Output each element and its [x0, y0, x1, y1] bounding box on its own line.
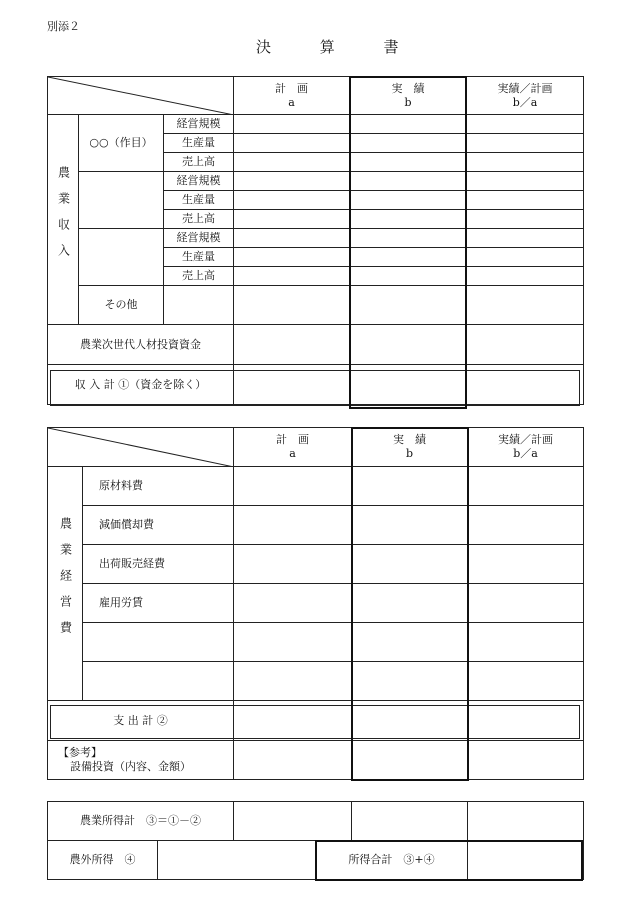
- cell-ratio[interactable]: [467, 191, 584, 210]
- row-label: 生産量: [164, 248, 234, 267]
- col-actual-header: 実 績 b: [352, 428, 468, 467]
- reference-cell: [48, 741, 234, 780]
- col-plan-header: 計 画 a: [234, 428, 352, 467]
- cell-ratio[interactable]: [468, 545, 584, 584]
- expense-item-blank[interactable]: [83, 623, 234, 662]
- expense-item-label: 出荷販売経費: [83, 545, 234, 584]
- diagonal-header-cell: [48, 428, 234, 467]
- row-label: 経営規模: [164, 229, 234, 248]
- diagonal-line: [48, 428, 234, 467]
- crop-label-blank[interactable]: [79, 172, 164, 229]
- page-title: 決 算 書: [256, 38, 421, 56]
- cell-actual[interactable]: [350, 153, 467, 172]
- cell-plan[interactable]: [234, 802, 352, 841]
- row-label: 売上高: [164, 153, 234, 172]
- reference-title: 【参考】: [58, 746, 102, 760]
- cell-plan[interactable]: [234, 248, 350, 267]
- cell-actual[interactable]: [350, 191, 467, 210]
- cell-ratio[interactable]: [467, 153, 584, 172]
- cell-ratio[interactable]: [467, 325, 584, 365]
- cell-ratio[interactable]: [467, 248, 584, 267]
- crop-label: ○○（作目）: [79, 115, 164, 172]
- cell-actual[interactable]: [350, 229, 467, 248]
- crop-label-blank[interactable]: [79, 229, 164, 286]
- cell-actual[interactable]: [350, 365, 467, 405]
- cell-ratio[interactable]: [467, 267, 584, 286]
- cell-ratio[interactable]: [468, 802, 584, 841]
- cell-plan[interactable]: [234, 210, 350, 229]
- cell-actual[interactable]: [352, 802, 468, 841]
- vertical-label-farm-expense: 農業経営費: [48, 467, 83, 701]
- row-label: 経営規模: [164, 172, 234, 191]
- cell-plan[interactable]: [234, 172, 350, 191]
- other-blank[interactable]: [164, 286, 234, 325]
- cell-plan[interactable]: [234, 506, 352, 545]
- cell-plan[interactable]: [234, 701, 352, 741]
- row-label: 生産量: [164, 134, 234, 153]
- cell-ratio[interactable]: [468, 584, 584, 623]
- cell-actual[interactable]: [352, 467, 468, 506]
- cell-ratio[interactable]: [468, 741, 584, 780]
- summary-table: [47, 801, 584, 880]
- cell-ratio[interactable]: [467, 172, 584, 191]
- cell-plan[interactable]: [234, 286, 350, 325]
- cell-actual[interactable]: [350, 172, 467, 191]
- cell-ratio[interactable]: [467, 134, 584, 153]
- row-label: 売上高: [164, 267, 234, 286]
- income-total-label: 収 入 計 ①（資金を除く）: [48, 365, 234, 405]
- cell-plan[interactable]: [234, 545, 352, 584]
- income-table: [47, 76, 584, 405]
- nonfarm-income-value[interactable]: [158, 841, 316, 880]
- row-label: 経営規模: [164, 115, 234, 134]
- other-label: その他: [79, 286, 164, 325]
- cell-actual[interactable]: [352, 584, 468, 623]
- cell-plan[interactable]: [234, 229, 350, 248]
- nonfarm-income-label: 農外所得 ④: [48, 841, 158, 880]
- cell-plan[interactable]: [234, 153, 350, 172]
- cell-ratio[interactable]: [467, 229, 584, 248]
- cell-actual[interactable]: [350, 210, 467, 229]
- cell-ratio[interactable]: [467, 365, 584, 405]
- fund-label: 農業次世代人材投資資金: [48, 325, 234, 365]
- cell-ratio[interactable]: [468, 701, 584, 741]
- cell-plan[interactable]: [234, 267, 350, 286]
- cell-actual[interactable]: [350, 134, 467, 153]
- cell-actual[interactable]: [352, 506, 468, 545]
- cell-plan[interactable]: [234, 365, 350, 405]
- reference-label: 設備投資（内容、金額）: [70, 760, 191, 773]
- cell-plan[interactable]: [234, 662, 352, 701]
- col-ratio-header: 実績／計画 b／a: [468, 428, 584, 467]
- total-income-label: 所得合計 ③+④: [316, 841, 468, 880]
- cell-actual[interactable]: [352, 662, 468, 701]
- cell-actual[interactable]: [352, 701, 468, 741]
- col-plan-header: 計 画 a: [234, 77, 350, 115]
- cell-actual[interactable]: [350, 248, 467, 267]
- expense-item-label: 原材料費: [83, 467, 234, 506]
- attachment-label: 別添２: [47, 20, 80, 33]
- cell-ratio[interactable]: [467, 115, 584, 134]
- cell-ratio[interactable]: [468, 623, 584, 662]
- cell-actual[interactable]: [352, 545, 468, 584]
- cell-plan[interactable]: [234, 325, 350, 365]
- cell-plan[interactable]: [234, 115, 350, 134]
- cell-actual[interactable]: [350, 286, 467, 325]
- expense-total-label: 支 出 計 ②: [48, 701, 234, 741]
- cell-ratio[interactable]: [468, 467, 584, 506]
- cell-actual[interactable]: [350, 267, 467, 286]
- cell-plan[interactable]: [234, 623, 352, 662]
- col-actual-header: 実 績 b: [350, 77, 467, 115]
- diagonal-header-cell: [48, 77, 234, 115]
- cell-ratio[interactable]: [467, 286, 584, 325]
- vertical-label-farm-income: 農業収入: [48, 115, 79, 325]
- farm-income-total-label: 農業所得計 ③＝①－②: [48, 802, 234, 841]
- expense-table: [47, 427, 584, 780]
- cell-actual[interactable]: [352, 623, 468, 662]
- cell-ratio[interactable]: [468, 662, 584, 701]
- cell-plan[interactable]: [234, 191, 350, 210]
- cell-plan[interactable]: [234, 134, 350, 153]
- cell-plan[interactable]: [234, 584, 352, 623]
- row-label: 生産量: [164, 191, 234, 210]
- cell-plan[interactable]: [234, 467, 352, 506]
- cell-actual[interactable]: [350, 325, 467, 365]
- cell-actual[interactable]: [352, 741, 468, 780]
- row-label: 売上高: [164, 210, 234, 229]
- cell-ratio[interactable]: [468, 506, 584, 545]
- total-income-value[interactable]: [468, 841, 584, 880]
- cell-actual[interactable]: [350, 115, 467, 134]
- expense-item-blank[interactable]: [83, 662, 234, 701]
- cell-ratio[interactable]: [467, 210, 584, 229]
- col-ratio-header: 実績／計画 b／a: [467, 77, 584, 115]
- expense-item-label: 雇用労賃: [83, 584, 234, 623]
- expense-item-label: 減価償却費: [83, 506, 234, 545]
- cell-plan[interactable]: [234, 741, 352, 780]
- diagonal-line: [48, 77, 234, 115]
